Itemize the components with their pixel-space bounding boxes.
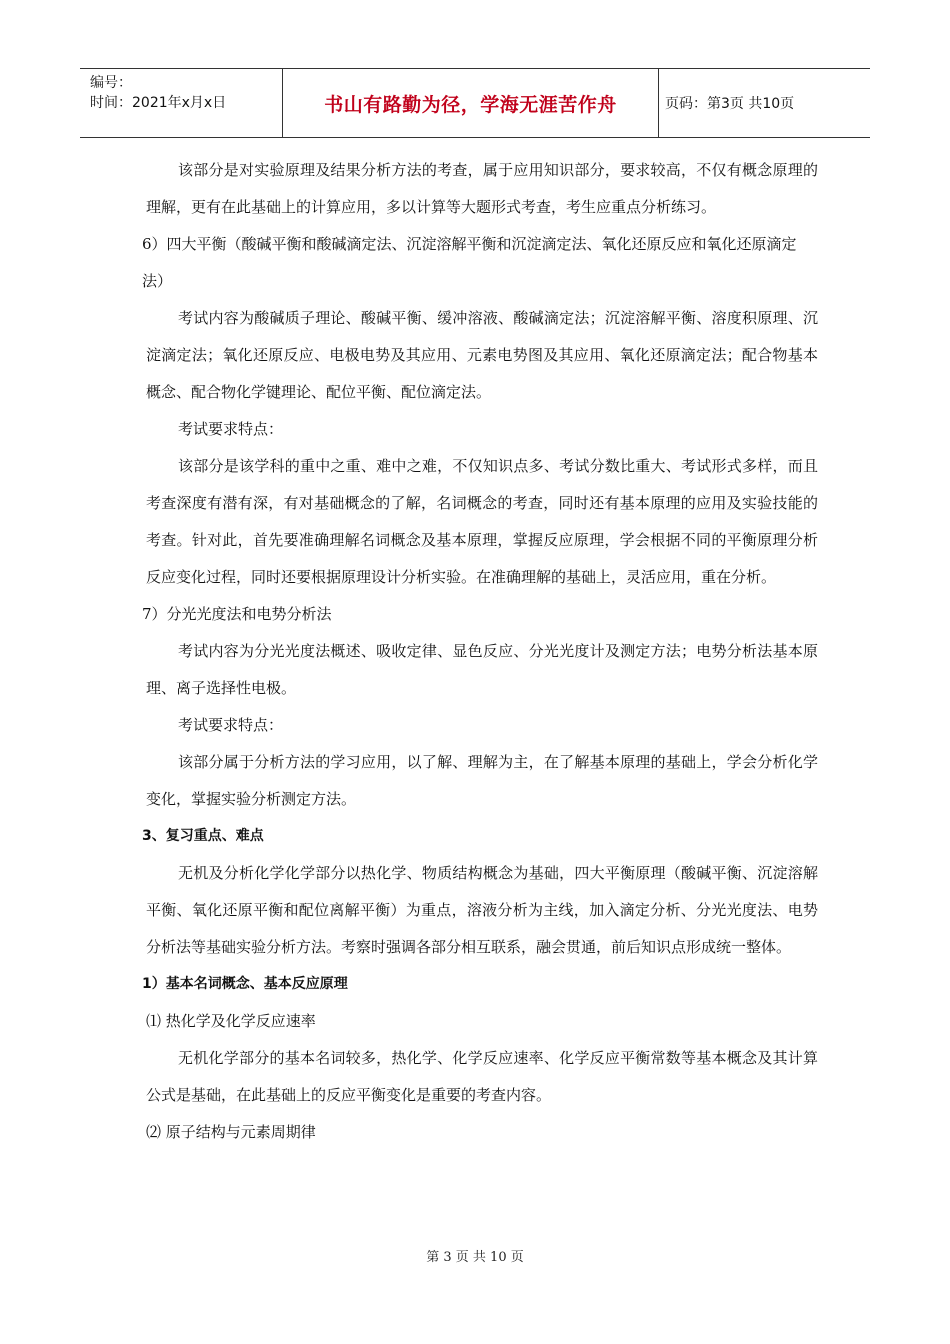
paragraph: 该部分属于分析方法的学习应用，以了解、理解为主，在了解基本原理的基础上，学会分析化学变化，掌握实验分析测定方法。 [146, 753, 818, 808]
subsection-title: ⑵ 原子结构与元素周期律 [146, 1123, 316, 1141]
paragraph: 该部分是对实验原理及结果分析方法的考查，属于应用知识部分，要求较高，不仅有概念原理的理解，更有在此基础上的计算应用，多以计算等大题形式考查，考生应重点分析练习。 [146, 161, 818, 216]
requirement-label: 考试要求特点： [178, 420, 284, 438]
header-motto: 书山有路勤为径，学海无涯苦作舟 [283, 69, 659, 137]
section-heading-bold: 3、复习重点、难点 [142, 828, 264, 844]
paragraph: 无机及分析化学化学部分以热化学、物质结构概念为基础，四大平衡原理（酸碱平衡、沉淀溶解平衡、氧化还原平衡和配位离解平衡）为重点，溶液分析为主线，加入滴定分析、分光光度法、电势分析法等基础实验分析方法。考察时强调各部分相互联系，融会贯通，前后知识点形成统一整体。 [146, 864, 818, 956]
subsection-heading-bold: 1）基本名词概念、基本反应原理 [142, 976, 348, 992]
header-page-info: 页码：第3页 共10页 [665, 96, 795, 112]
document-body [142, 152, 818, 1151]
page-footer: 第 3 页 共 10 页 [426, 1250, 524, 1265]
number-label: 编号： [90, 75, 132, 91]
page-header [80, 68, 870, 138]
section-heading: 6）四大平衡（酸碱平衡和酸碱滴定法、沉淀溶解平衡和沉淀滴定法、氧化还原反应和氧化还原滴定法） [142, 235, 797, 290]
requirement-label: 考试要求特点： [178, 716, 284, 734]
paragraph: 考试内容为分光光度法概述、吸收定律、显色反应、分光光度计及测定方法；电势分析法基本原理、离子选择性电极。 [146, 642, 818, 697]
header-meta [80, 69, 283, 137]
subsection-title: ⑴ 热化学及化学反应速率 [146, 1012, 316, 1030]
time-label: 时间：2021年x月x日 [90, 95, 227, 111]
section-heading: 7）分光光度法和电势分析法 [142, 605, 332, 623]
paragraph: 该部分是该学科的重中之重、难中之难，不仅知识点多、考试分数比重大、考试形式多样，而且考查深度有潜有深，有对基础概念的了解，名词概念的考查，同时还有基本原理的应用及实验技能的考查。针对此，首先要准确理解名词概念及基本原理，掌握反应原理，学会根据不同的平衡原理分析反应变化过程，同时还要根据原理设计分析实验。在准确理解的基础上，灵活应用，重在分析。 [146, 457, 818, 586]
paragraph: 无机化学部分的基本名词较多，热化学、化学反应速率、化学反应平衡常数等基本概念及其计算公式是基础，在此基础上的反应平衡变化是重要的考查内容。 [146, 1049, 818, 1104]
paragraph: 考试内容为酸碱质子理论、酸碱平衡、缓冲溶液、酸碱滴定法；沉淀溶解平衡、溶度积原理、沉淀滴定法；氧化还原反应、电极电势及其应用、元素电势图及其应用、氧化还原滴定法；配合物基本概念、配合物化学键理论、配位平衡、配位滴定法。 [146, 309, 818, 401]
